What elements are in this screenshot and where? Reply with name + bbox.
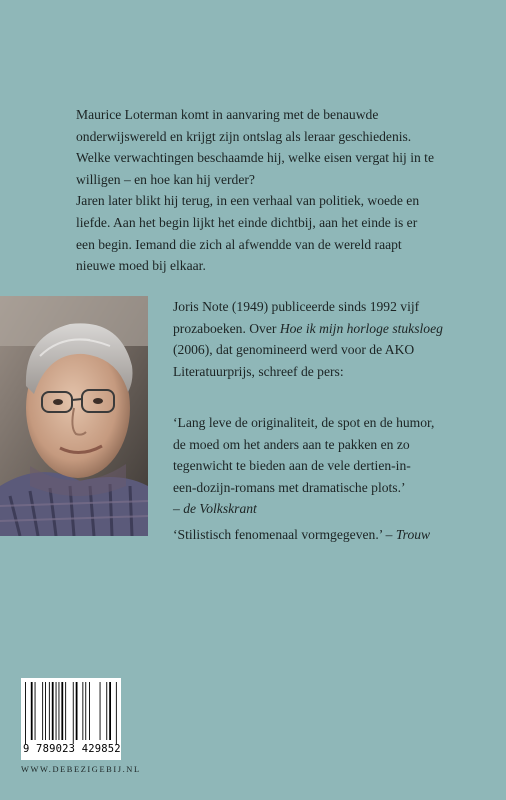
bio-line: Joris Note (1949) publiceerde sinds 1992 vijf — [173, 299, 420, 314]
blurb-line: nieuwe moed bij elkaar. — [76, 258, 206, 274]
back-cover-blurb — [76, 104, 476, 277]
quote-source-name: Trouw — [395, 527, 431, 542]
book-title: Hoe ik mijn horloge stuksloeg — [279, 320, 443, 336]
press-quote-trouw — [173, 524, 483, 546]
quote-source — [173, 498, 483, 520]
quote-line: tegenwicht te bieden aan de vele dertien-in- — [173, 458, 411, 474]
blurb-line: liefde. Aan het begin lijkt het einde dichtbij, aan het einde is er — [76, 214, 418, 230]
quote-dash: – — [173, 501, 184, 517]
blurb-line: Maurice Loterman komt in aanvaring met de benauwde — [76, 107, 379, 122]
isbn-number: 9 789023 429852 — [23, 743, 121, 755]
bio-line: Literatuurprijs, schreef de pers: — [173, 363, 344, 379]
blurb-line: Jaren later blikt hij terug, in een verhaal van politiek, woede en — [76, 193, 420, 209]
bio-text: prozaboeken. Over — [173, 320, 280, 336]
quote-line — [173, 524, 483, 546]
quote-line: de moed om het anders aan te pakken en zo — [173, 436, 410, 452]
quote-line: ‘Lang leve de originaliteit, de spot en de humor, — [173, 415, 435, 430]
publisher-website: WWW.DEBEZIGEBIJ.NL — [21, 765, 141, 774]
blurb-line: onderwijswereld en krijgt zijn ontslag als leraar geschiedenis. — [76, 128, 412, 144]
blurb-line: willigen – en hoe kan hij verder? — [76, 171, 255, 187]
quote-text: ‘Stilistisch fenomenaal vormgegeven.’ – — [173, 527, 396, 542]
quote-source-name: de Volkskrant — [183, 501, 257, 517]
author-photo — [0, 296, 148, 536]
press-quote-volkskrant — [173, 412, 483, 520]
blurb-line: een begin. Iemand die zich al afwendde van de wereld raapt — [76, 236, 402, 252]
blurb-line: Welke verwachtingen beschaamde hij, welke eisen vergat hij in te — [76, 150, 434, 166]
bio-line: (2006), dat genomineerd werd voor de AKO — [173, 342, 415, 358]
quote-line: een-dozijn-romans met dramatische plots.’ — [173, 479, 406, 495]
author-bio — [173, 296, 473, 382]
bio-line — [173, 318, 473, 340]
